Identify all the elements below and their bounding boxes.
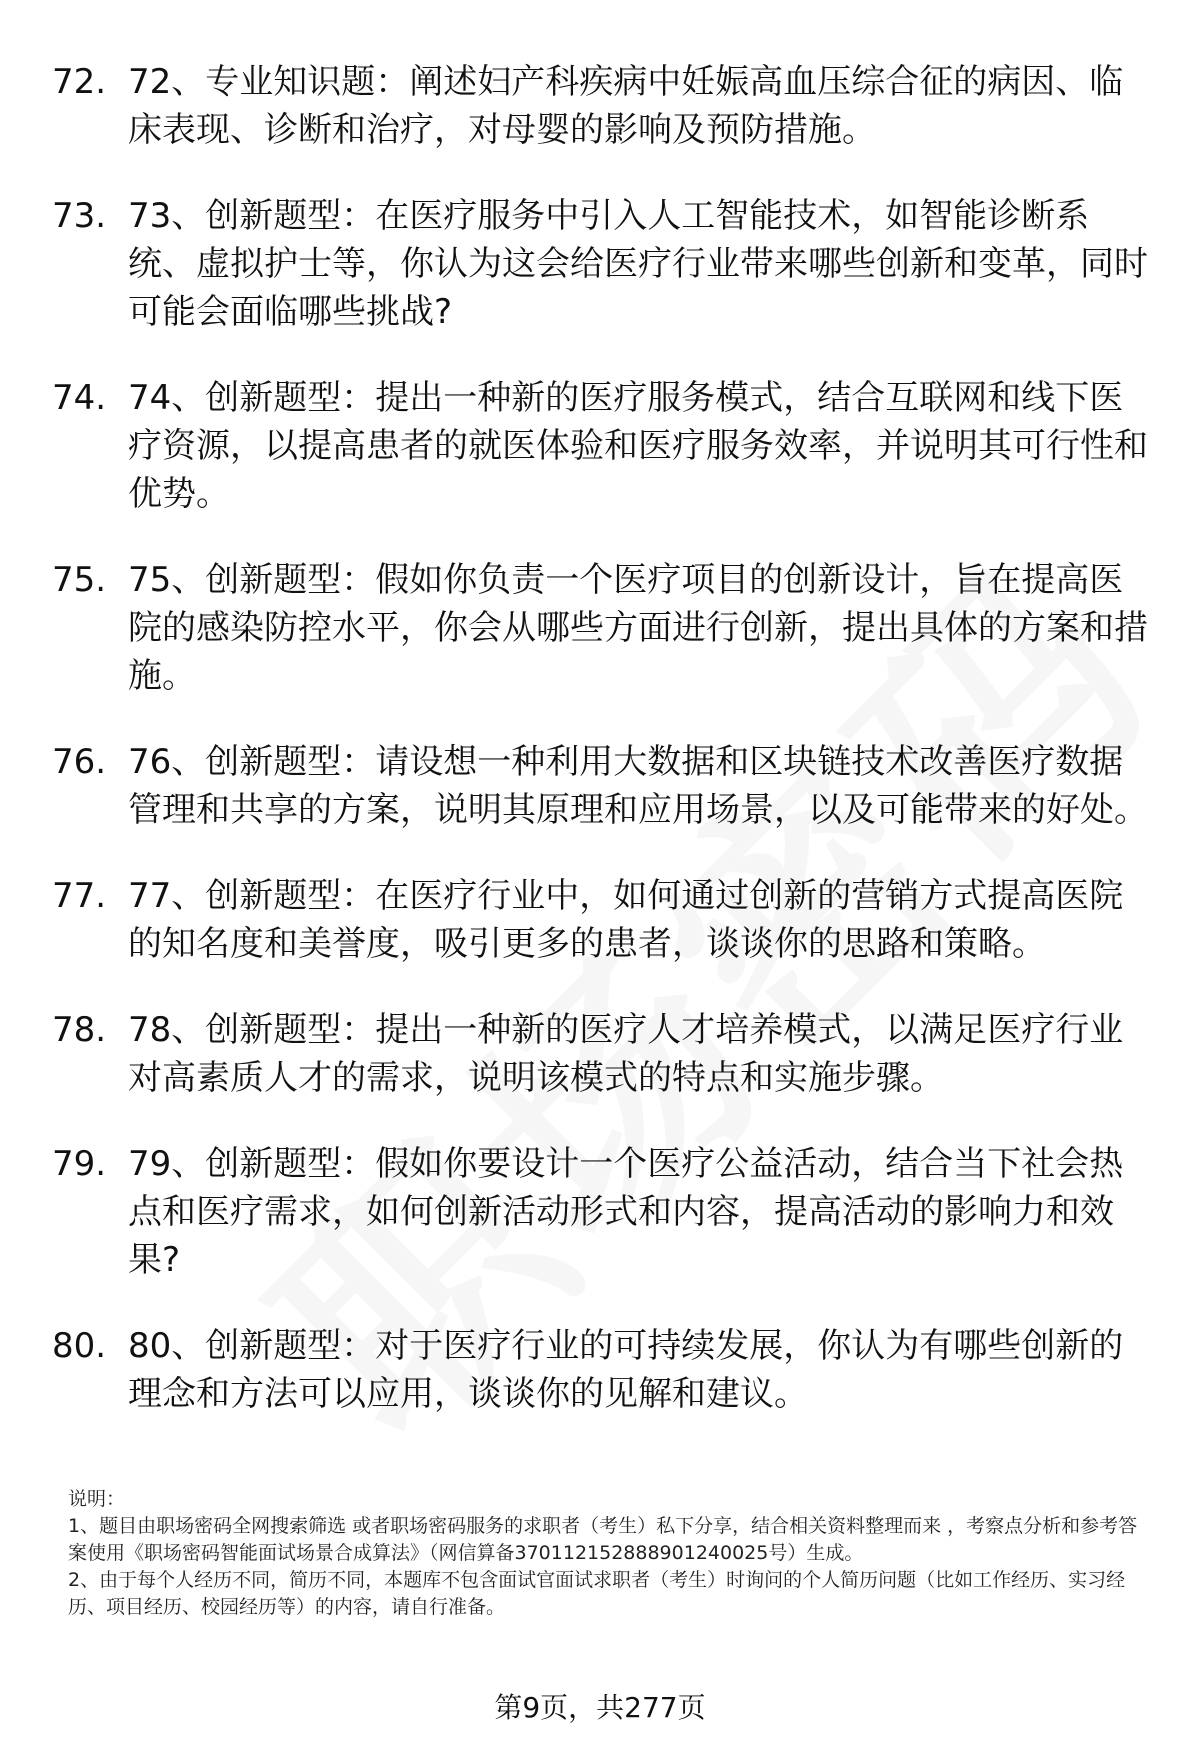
question-text: 76、创新题型：请设想一种利用大数据和区块链技术改善医疗数据管理和共享的方案，说明其原理和应用场景，以及可能带来的好处。 [128, 742, 1148, 830]
question-text: 77、创新题型：在医疗行业中，如何通过创新的营销方式提高医院的知名度和美誉度，吸引更多的患者，谈谈你的思路和策略。 [128, 876, 1124, 964]
question-number: 75. [52, 560, 107, 600]
question-item [52, 872, 1152, 968]
question-item [52, 1006, 1152, 1102]
question-item [52, 192, 1152, 336]
question-item [52, 1322, 1152, 1418]
question-text: 74、创新题型：提出一种新的医疗服务模式，结合互联网和线下医疗资源，以提高患者的就医体验和医疗服务效率，并说明其可行性和优势。 [128, 378, 1148, 514]
question-number: 72. [52, 62, 107, 102]
question-list [52, 58, 1152, 1456]
question-number: 80. [52, 1326, 107, 1366]
question-number: 78. [52, 1010, 107, 1050]
question-number: 77. [52, 876, 107, 916]
question-text: 78、创新题型：提出一种新的医疗人才培养模式，以满足医疗行业对高素质人才的需求，说明该模式的特点和实施步骤。 [128, 1010, 1124, 1098]
question-number: 76. [52, 742, 107, 782]
note-item: 1、题目由职场密码全网搜索筛选 或者职场密码服务的求职者（考生）私下分享，结合相关资料整理而来 ，考察点分析和参考答案使用《职场密码智能面试场景合成算法》（网信算备370112152888901240025号）生成。 [68, 1515, 1138, 1564]
question-item [52, 58, 1152, 154]
note-item: 2、由于每个人经历不同，简历不同，本题库不包含面试官面试求职者（考生）时询问的个人简历问题（比如工作经历、实习经历、项目经历、校园经历等）的内容，请自行准备。 [68, 1569, 1126, 1618]
page-number: 第9页，共277页 [494, 1691, 706, 1724]
question-number: 79. [52, 1144, 107, 1184]
question-item [52, 556, 1152, 700]
question-text: 80、创新题型：对于医疗行业的可持续发展，你认为有哪些创新的理念和方法可以应用，谈谈你的见解和建议。 [128, 1326, 1124, 1414]
question-text: 73、创新题型：在医疗服务中引入人工智能技术，如智能诊断系统、虚拟护士等，你认为这会给医疗行业带来哪些创新和变革，同时可能会面临哪些挑战? [128, 196, 1148, 332]
notes-section [68, 1486, 1148, 1621]
question-item [52, 374, 1152, 518]
question-text: 75、创新题型：假如你负责一个医疗项目的创新设计，旨在提高医院的感染防控水平，你会从哪些方面进行创新，提出具体的方案和措施。 [128, 560, 1148, 696]
question-text: 72、专业知识题：阐述妇产科疾病中妊娠高血压综合征的病因、临床表现、诊断和治疗，对母婴的影响及预防措施。 [128, 62, 1124, 150]
question-item [52, 1140, 1152, 1284]
question-text: 79、创新题型：假如你要设计一个医疗公益活动，结合当下社会热点和医疗需求，如何创新活动形式和内容，提高活动的影响力和效果? [128, 1144, 1124, 1280]
question-item [52, 738, 1152, 834]
notes-title: 说明： [68, 1488, 126, 1510]
question-number: 74. [52, 378, 107, 418]
question-number: 73. [52, 196, 107, 236]
